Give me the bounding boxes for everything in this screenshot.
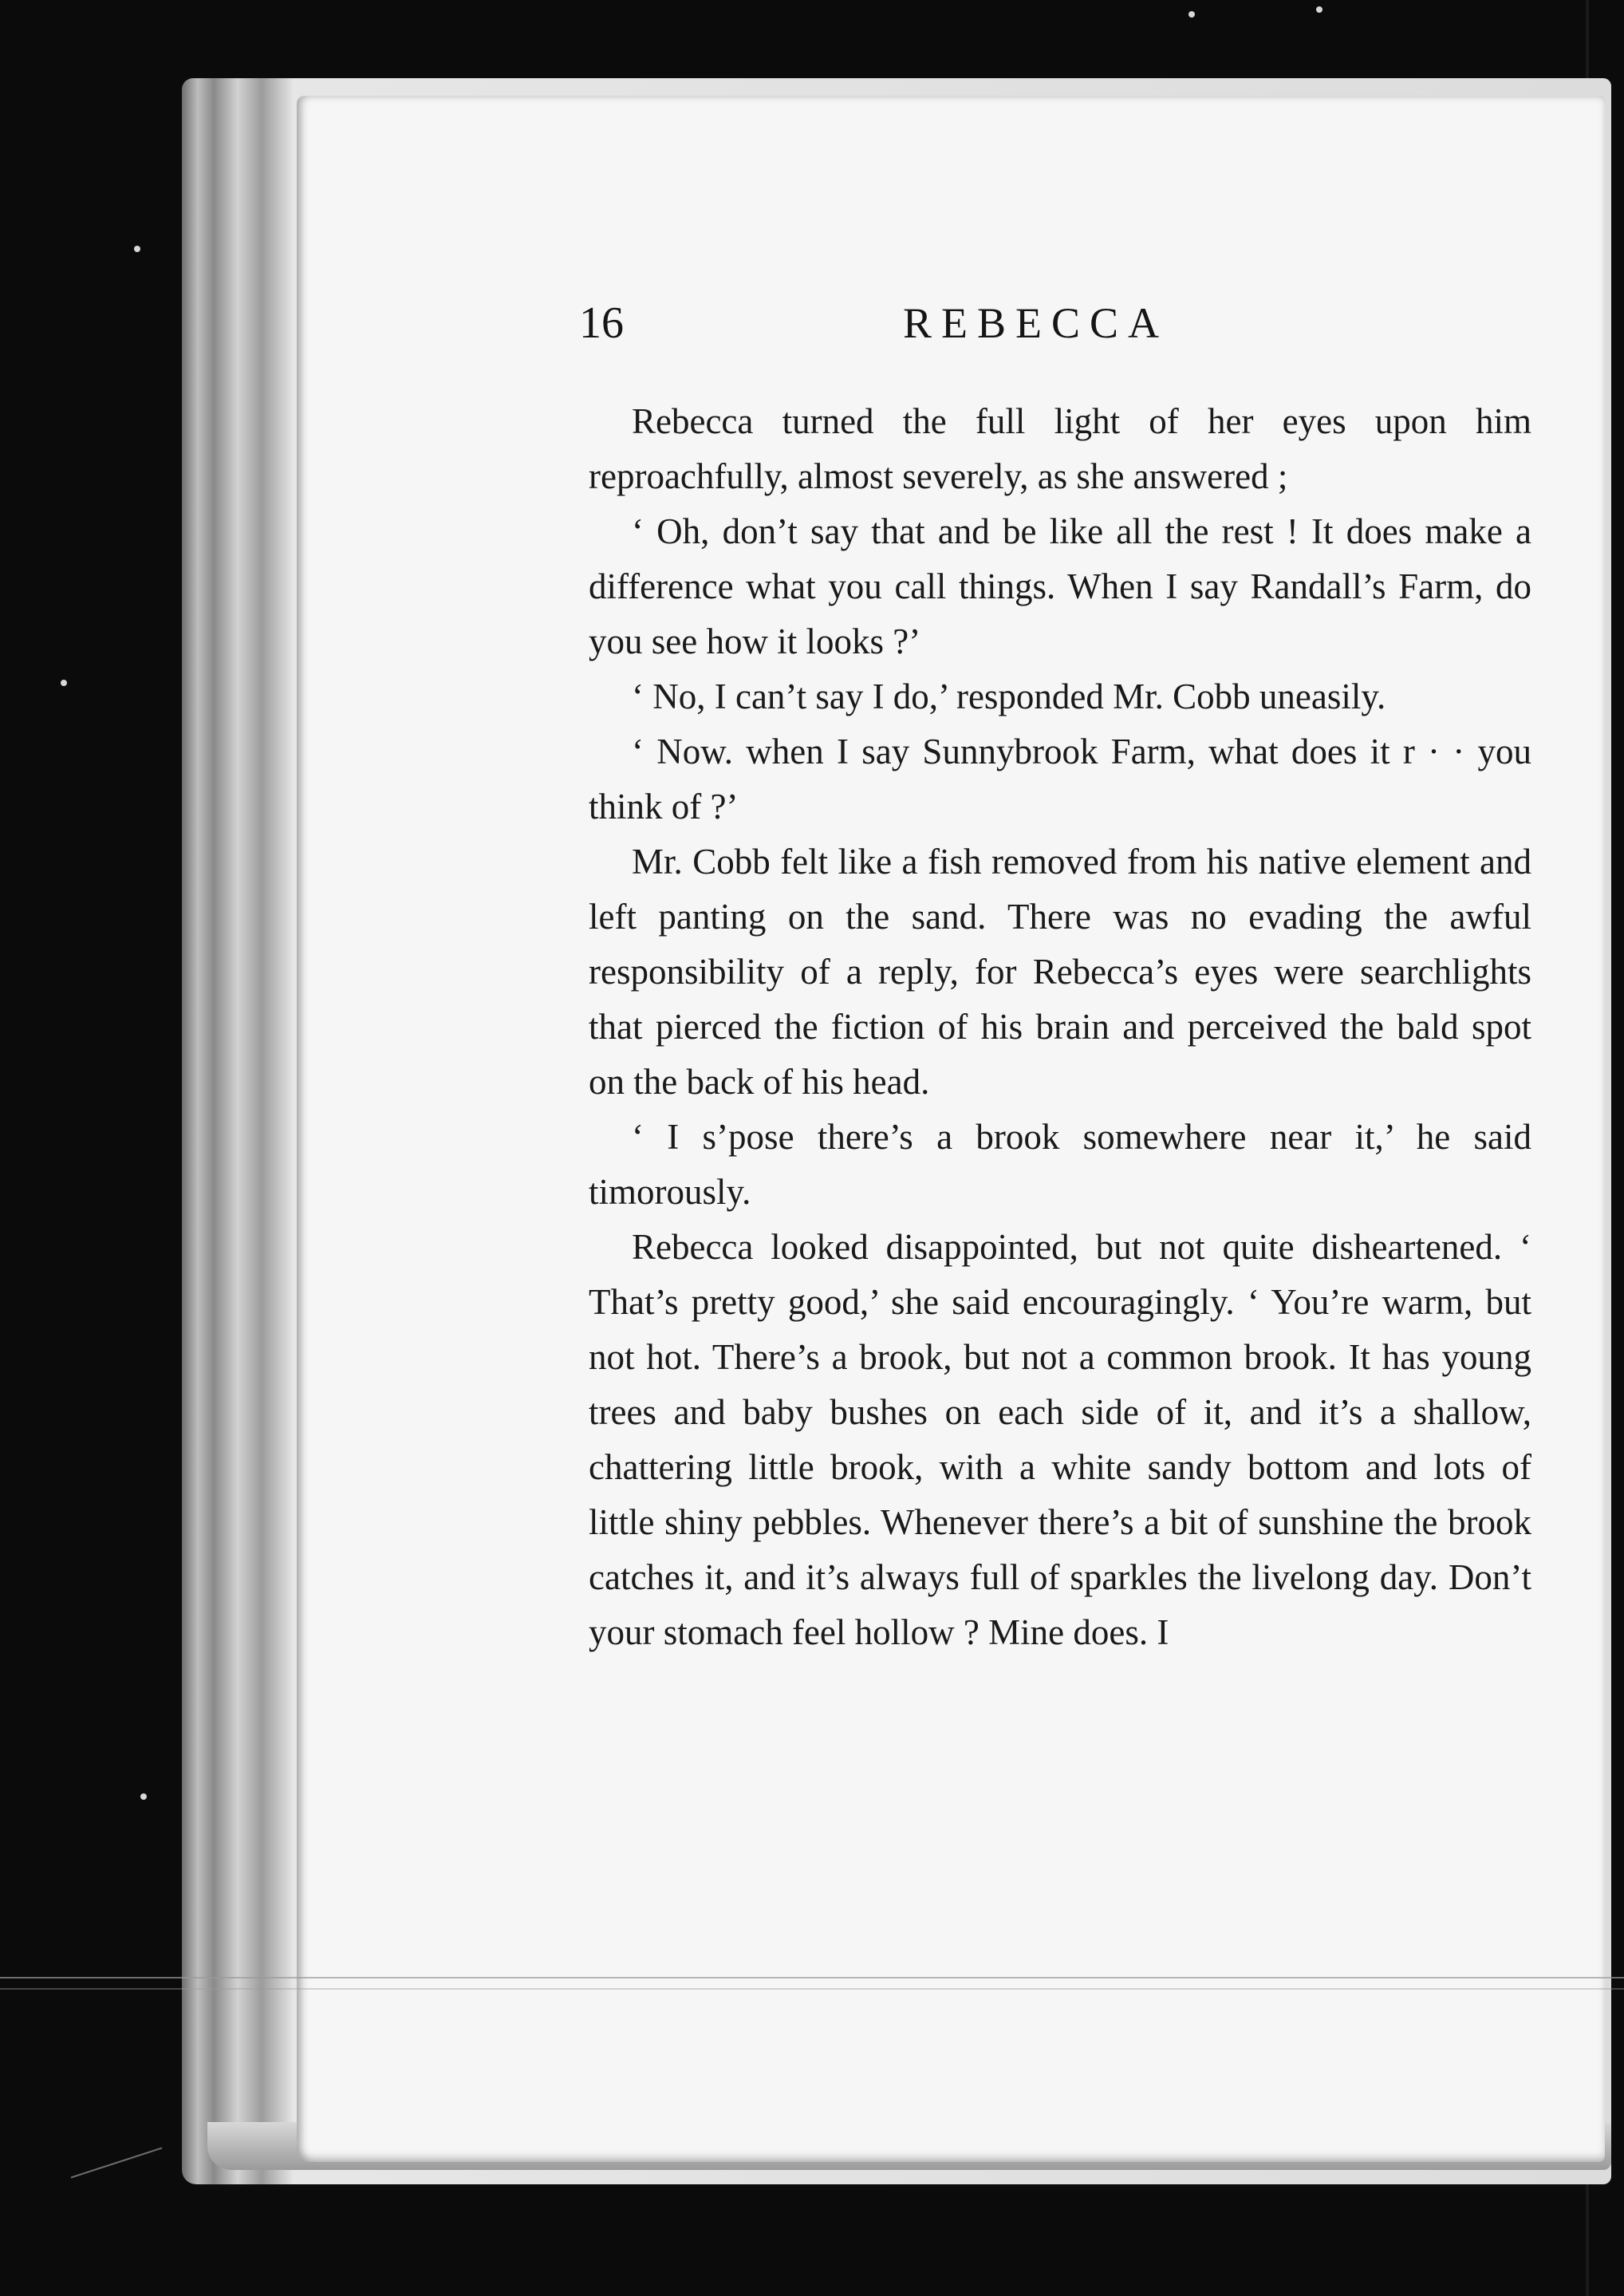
paragraph: Rebecca turned the full light of her eyes upon him reproachfully, almost severely, as she answered ; [589, 401, 1531, 496]
paragraph: ‘ Now. when I say Sunnybrook Farm, what does it r · · you think of ?’ [589, 732, 1531, 826]
paragraph: ‘ Oh, don’t say that and be like all the rest ! It does make a difference what you call things. When I say Randall’s Farm, do you see how it looks ?’ [589, 511, 1531, 661]
running-title: REBECCA [903, 299, 1169, 347]
paragraph: Mr. Cobb felt like a fish removed from his native element and left panting on the sand. There was no evading the awful responsibility of a reply, for Rebecca’s eyes were searchlights that pierced the fiction of his brain and perceived the bald spot on the back of his head. [589, 842, 1531, 1102]
paragraph: Rebecca looked disappointed, but not quite disheartened. ‘ That’s pretty good,’ she said encouragingly. ‘ You’re warm, but not hot. There’s a brook, but not a common brook. It has young trees and baby bushes on each side of it, and it’s a shallow, chattering little brook, with a white sandy bottom and lots of little shiny pebbles. Whenever there’s a bit of sunshine the brook catches it, and it’s always full of sparkles the livelong day. Don’t your stomach feel hollow ? Mine does. I [589, 1227, 1531, 1652]
body-text [589, 394, 1531, 1660]
dust-speck [140, 1793, 147, 1800]
page-number: 16 [579, 298, 624, 348]
running-header [579, 295, 1536, 351]
scan-scratch [71, 2148, 163, 2179]
paragraph: ‘ No, I can’t say I do,’ responded Mr. Cobb uneasily. [632, 677, 1386, 716]
dust-speck [61, 680, 67, 686]
dust-speck [134, 246, 140, 252]
scan-scratch [0, 1977, 1624, 1978]
dust-speck [1188, 11, 1195, 18]
paragraph: ‘ I s’pose there’s a brook somewhere near it,’ he said timorously. [589, 1117, 1531, 1212]
dust-speck [1316, 6, 1322, 13]
scan-scratch [0, 1988, 1624, 1990]
